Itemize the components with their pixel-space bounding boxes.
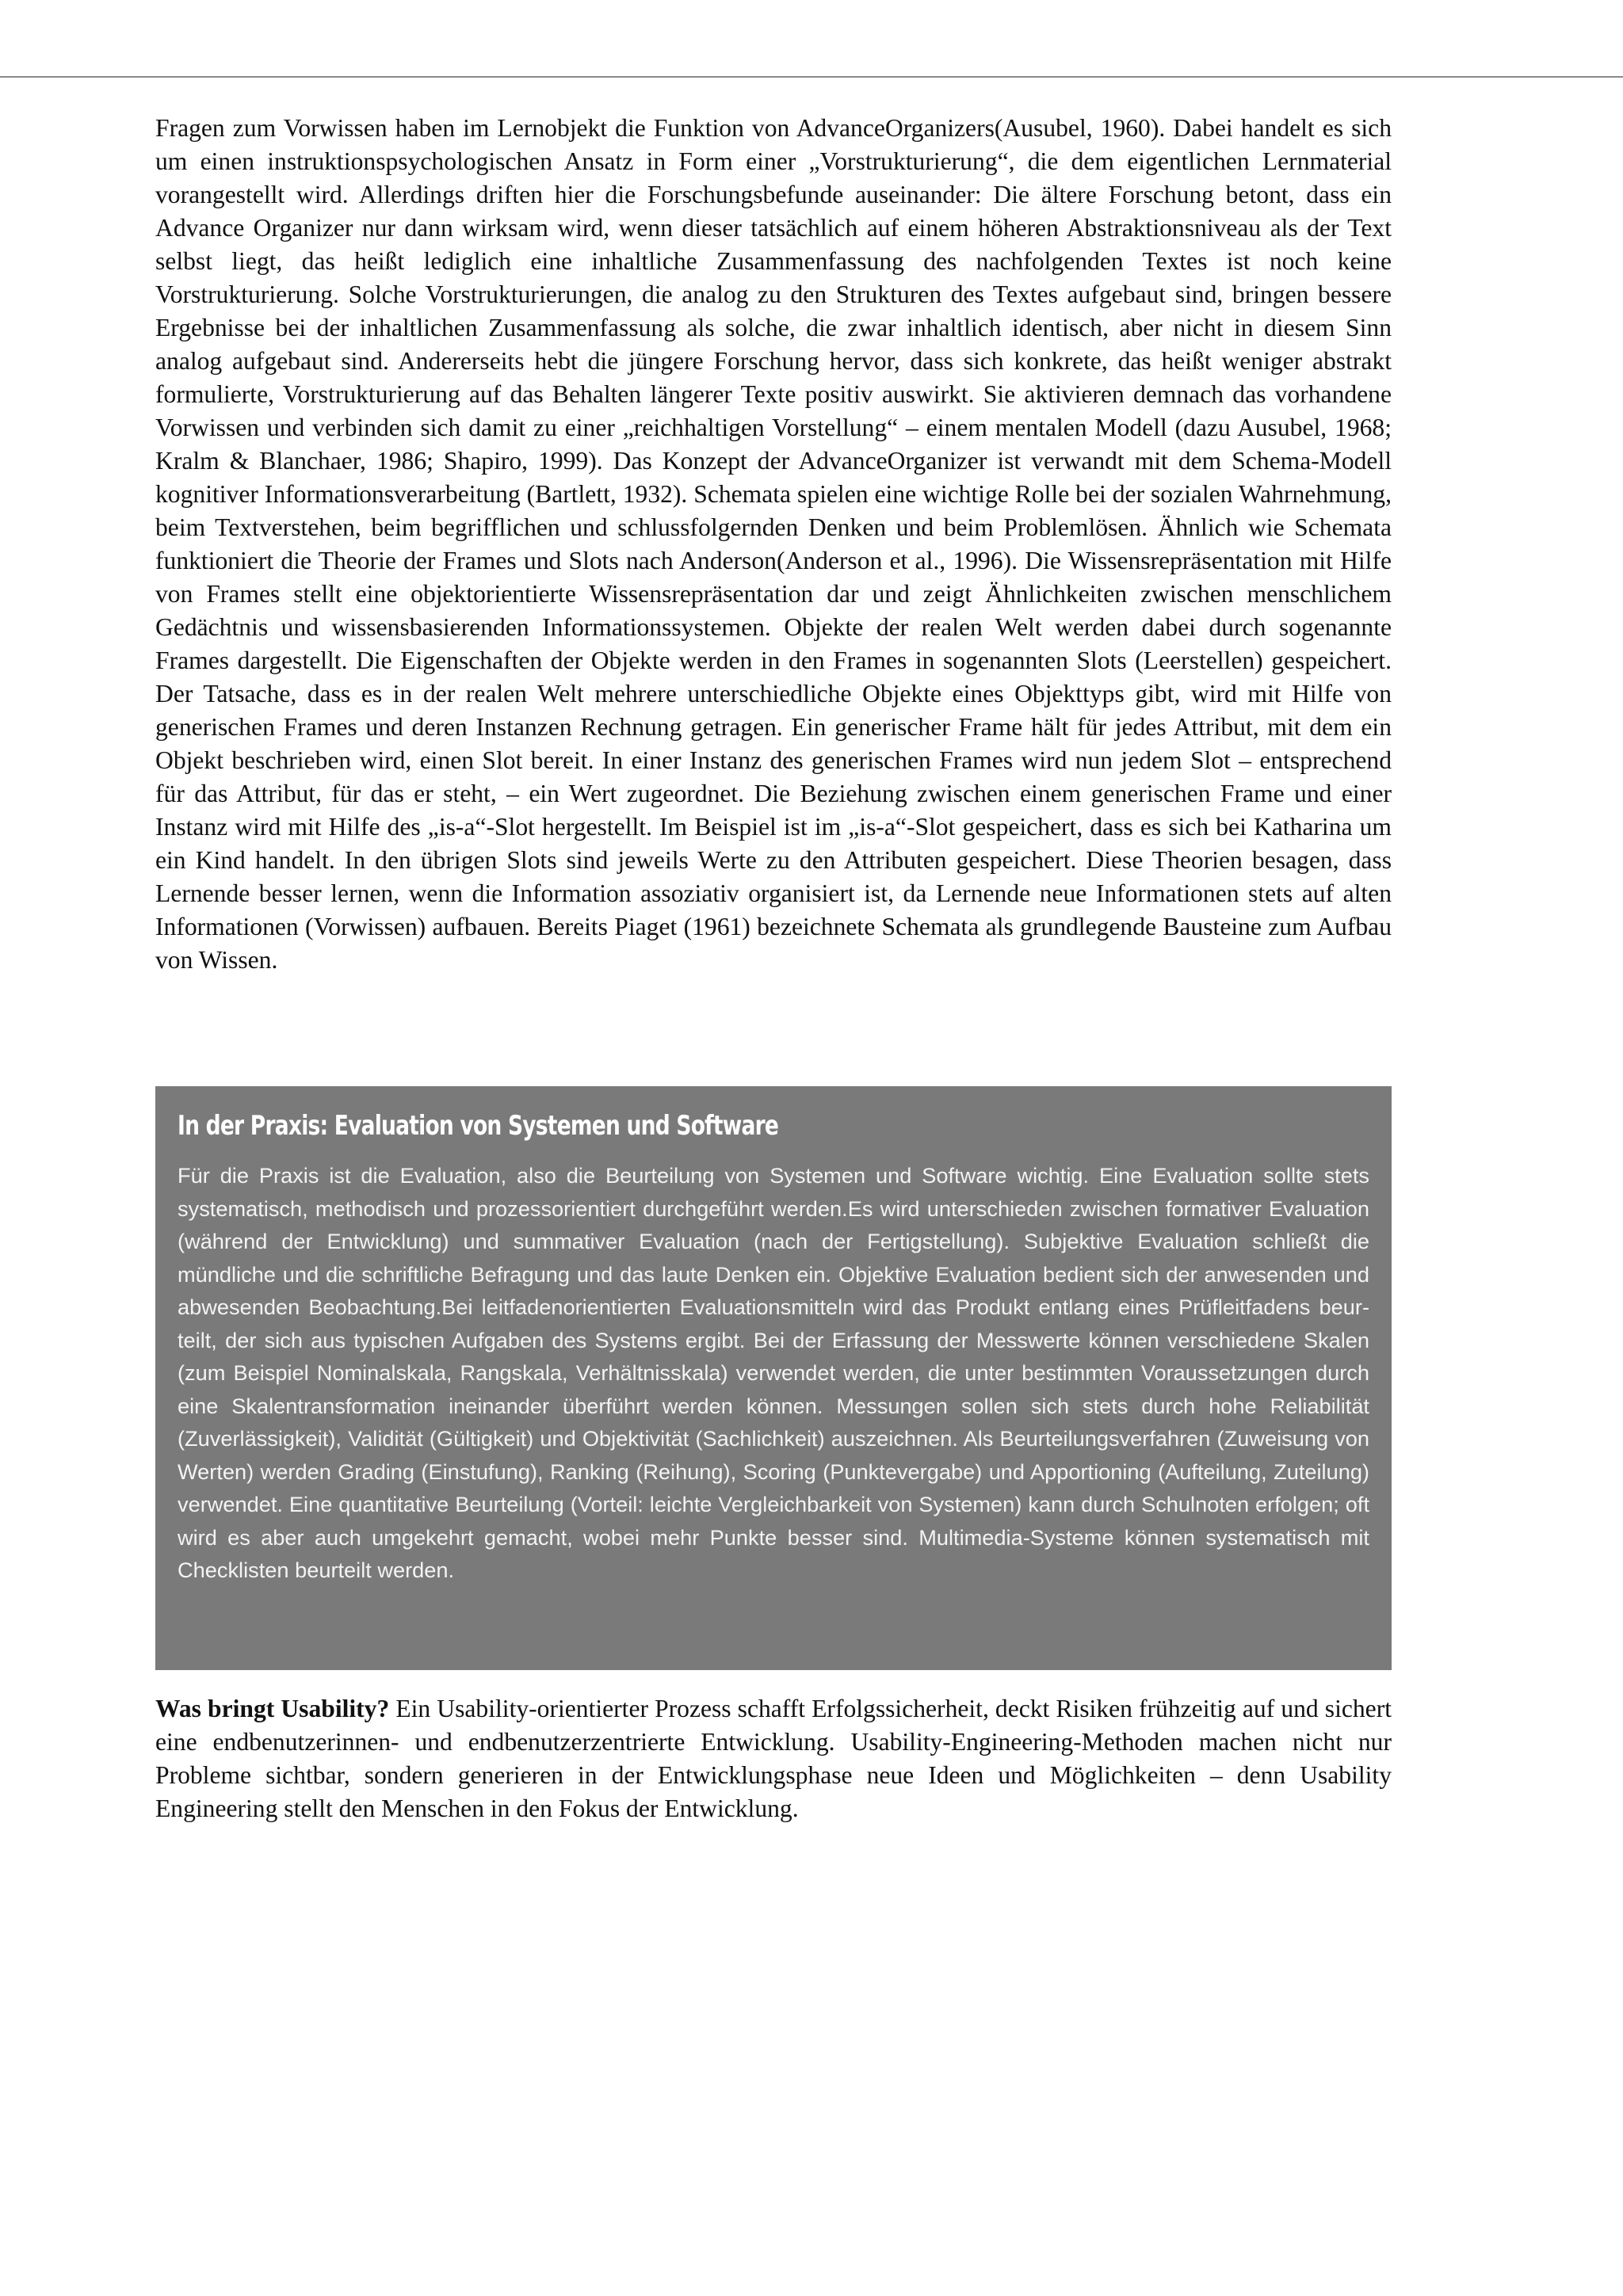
praxis-callout-title: In der Praxis: Evaluation von Systemen und Software — [178, 1110, 779, 1142]
body-text — [155, 112, 1392, 977]
main-paragraph: Fragen zum Vorwissen haben im Lernobjekt die Funktion von AdvanceOrganizers(Ausubel, 1960). Dabei handelt es sich um einen instruktionspsychologischen Ansatz in Form einer „Vorstrukturierung“, die dem eigentlichen Lernmaterial vorangestellt wird. Allerdings driften hier die Forschungsbefunde auseinander: Die ältere Forschung betont, dass ein Advance Organizer nur dann wirksam wird, wenn dieser tatsächlich auf einem höheren Abstraktionsniveau als der Text selbst liegt, das heißt lediglich eine inhaltliche Zusammenfassung des nachfolgenden Textes ist noch keine Vorstrukturierung. Solche Vorstrukturierungen, die analog zu den Strukturen des Textes aufgebaut sind, bringen bessere Ergebnisse bei der inhaltlichen Zusammenfassung als solche, die zwar inhaltlich identisch, aber nicht in diesem Sinn analog aufgebaut sind. Andererseits hebt die jüngere Forschung hervor, dass sich konkrete, das heißt weniger abstrakt formulierte, Vorstrukturierung auf das Behalten längerer Texte positiv auswirkt. Sie aktivieren demnach das vorhandene Vorwissen und verbinden sich damit zu einer „reichhaltigen Vorstellung“ – einem mentalen Modell (dazu Ausubel, 1968; Kralm & Blanchaer, 1986; Shapiro, 1999). Das Konzept der AdvanceOrganizer ist verwandt mit dem Schema-Modell kognitiver Informationsverarbeitung (Bartlett, 1932). Schemata spielen eine wichtige Rolle bei der sozialen Wahrnehmung, beim Textverstehen, beim begrifflichen und schlussfolgernden Denken und beim Problemlösen. Ähnlich wie Schemata funktioniert die Theorie der Frames und Slots nach Anderson(Anderson et al., 1996). Die Wissensrepräsentation mit Hilfe von Frames stellt eine objektorientierte Wissensrepräsentation dar und zeigt Ähnlichkeiten zwischen menschlichem Gedächtnis und wissensbasierenden Informationssystemen. Objekte der realen Welt werden dabei durch sogenannte Frames dargestellt. Die Eigenschaften der Objekte werden in den Frames in sogenannten Slots (Leerstellen) gespeichert. Der Tatsache, dass es in der realen Welt mehrere unterschiedliche Objekte eines Objekttyps gibt, wird mit Hilfe von generischen Frames und deren Instanzen Rechnung getragen. Ein generischer Frame hält für jedes Attribut, mit dem ein Objekt beschrieben wird, einen Slot bereit. In einer Instanz des generischen Frames wird nun jedem Slot – entsprechend für das Attribut, für das er steht, – ein Wert zugeordnet. Die Beziehung zwischen einem generischen Frame und einer Instanz wird mit Hilfe des „is-a“-Slot hergestellt. Im Beispiel ist im „is-a“-Slot gespeichert, dass es sich bei Katharina um ein Kind handelt. In den übrigen Slots sind jeweils Werte zu den Attributen gespeichert. Diese Theorien besagen, dass Lernende besser lernen, wenn die Information assoziativ organisiert ist, da Lernende neue Informationen stets auf alten Informationen (Vorwissen) aufbauen. Bereits Piaget (1961) bezeichnete Schemata als grundlegende Bausteine zum Aufbau von Wissen. — [155, 114, 1392, 974]
usability-text: Ein Usability-orientierter Prozess schafft Erfolgssicherheit, deckt Risiken frühzeitig auf und sichert eine endbenutzerinnen- und endbenutzerzentrierte Entwicklung. Usability-Engineering-Methoden machen nicht nur Probleme sichtbar, sondern generieren in der Entwicklungsphase neue Ideen und Möglichkeiten – denn Usability Engineering stellt den Menschen in den Fokus der Entwicklung. — [155, 1695, 1392, 1822]
usability-paragraph — [155, 1692, 1392, 1825]
usability-lead: Was bringt Usability? — [155, 1695, 390, 1722]
praxis-callout-body: Für die Praxis ist die Evaluation, also die Beurteilung von Systemen und Software wichtig. Eine Evaluation sollte stets systematisch, methodisch und prozessorientiert durchgeführt werden.Es wird unterschieden zwischen formativer Evaluation (während der Entwicklung) und summativer Evaluation (nach der Fertigstellung). Subjektive Evaluation schließt die mündliche und die schriftliche Befragung und das laute Denken ein. Objektive Evaluation bedient sich der anwesenden und abwesenden Beobachtung.Bei leitfadenorientierten Evaluationsmitteln wird das Produkt entlang eines Prüfleitfadens beurteilt, der sich aus typischen Aufgaben des Systems ergibt. Bei der Erfassung der Messwerte können verschiedene Skalen (zum Beispiel Nominalskala, Rangskala, Verhältnisskala) verwendet werden, die unter bestimmten Voraussetzungen durch eine Skalentransformation ineinander überführt werden können. Messungen sollen sich stets durch hohe Reliabilität (Zuverlässigkeit), Validität (Gültigkeit) und Objektivität (Sachlichkeit) auszeichnen. Als Beurteilungsverfahren (Zuweisung von Werten) werden Grading (Einstufung), Ranking (Reihung), Scoring (Punktevergabe) und Apportioning (Aufteilung, Zuteilung) verwendet. Eine quantitative Beurteilung (Vorteil: leichte Vergleichbarkeit von Systemen) kann durch Schulnoten erfolgen; oft wird es aber auch umgekehrt gemacht, wobei mehr Punkte besser sind. Multimedia-Systeme können systematisch mit Checklisten beurteilt werden. — [178, 1163, 1369, 1582]
header-rule — [0, 76, 1623, 78]
praxis-callout-box — [155, 1086, 1392, 1670]
